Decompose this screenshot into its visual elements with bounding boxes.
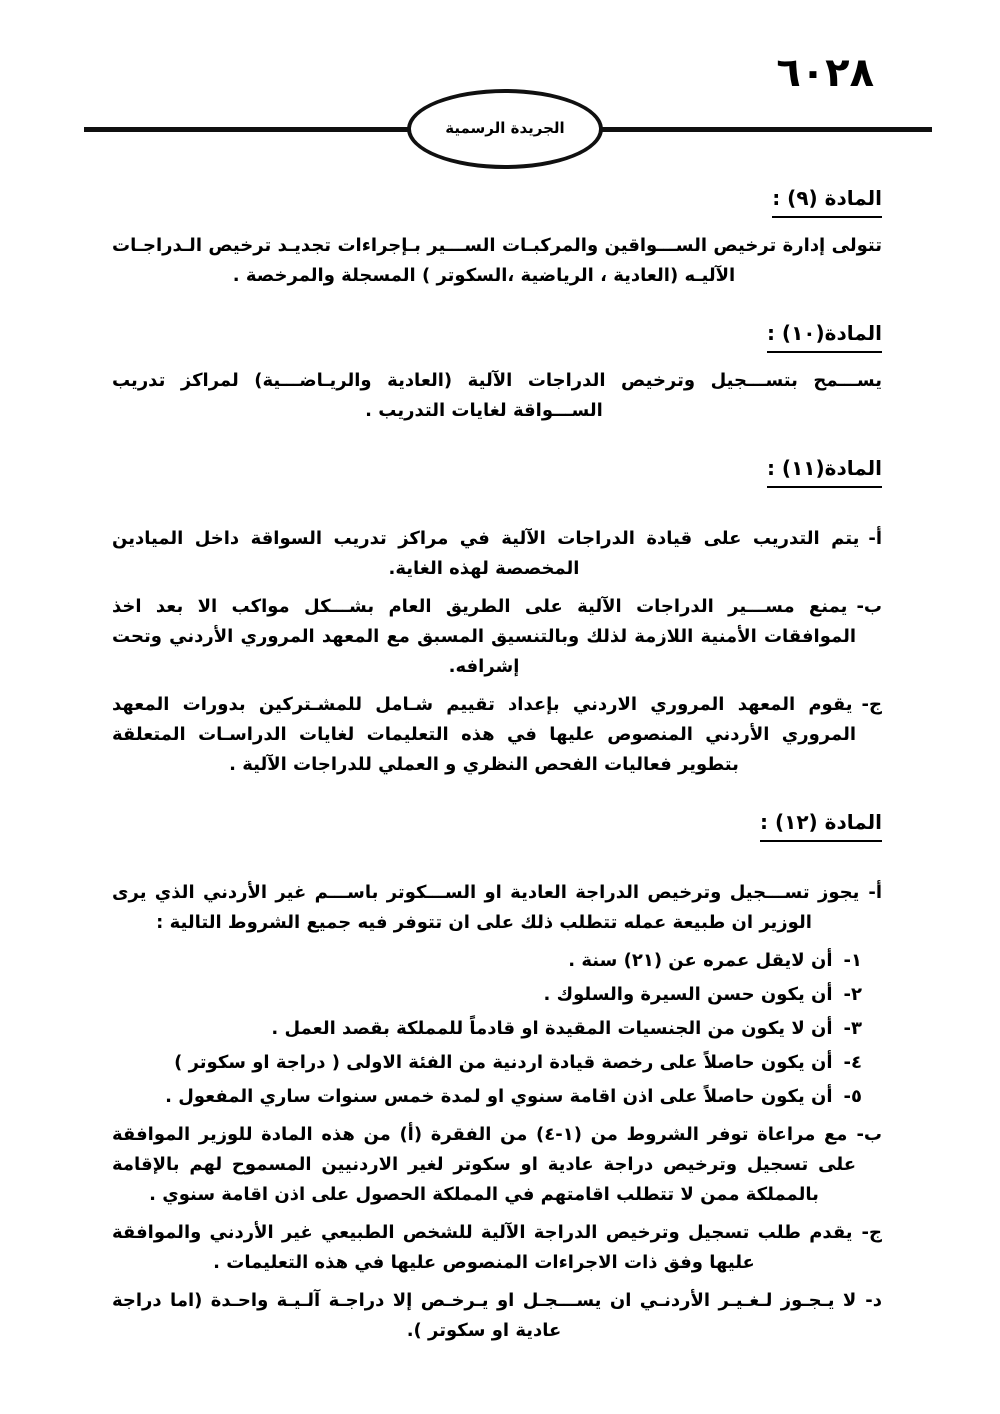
article-12-condition-5-marker: ٥- <box>843 1086 862 1107</box>
article-10-heading-text: المادة(١٠) : <box>767 318 882 353</box>
article-12-clause-c <box>112 1218 882 1278</box>
article-12-condition-3-text: أن لا يكون من الجنسيات المقيدة او قادماً للمملكة بقصد العمل . <box>271 1018 833 1039</box>
article-12-condition-1 <box>112 946 882 976</box>
article-12-condition-5 <box>112 1082 882 1112</box>
article-12-condition-1-text: أن لايقل عمره عن (٢١) سنة . <box>568 950 833 971</box>
article-10-body-text: يســـمح بتســـجيل وترخيص الدراجات الآلية (العادية والريـاضـــية) لمراكز تدريب الســـواقة لغايات التدريب . <box>112 370 882 421</box>
article-9-body <box>112 231 882 291</box>
article-11-clause-a-text: يتم التدريب على قيادة الدراجات الآلية في مراكز تدريب السواقة داخل الميادين المخصصة لهذه الغاية. <box>112 528 860 579</box>
article-11-clause-b-marker: ب- <box>856 596 882 617</box>
article-12-clause-a-marker: أ- <box>868 882 882 903</box>
article-11-clause-c-text: يقوم المعهد المروري الاردني بإعداد تقييم شـامل للمشـتركين بدورات المعهد المروري الأردني المنصوص عليها في هذه التعليمات لغايات الدراسـات المتعلقة بتطوير فعاليات الفحص النظري و العملي للدراجات الآلية . <box>112 694 856 775</box>
article-12-condition-5-text: أن يكون حاصلاً على اذن اقامة سنوي او لمدة خمس سنوات ساري المفعول . <box>165 1086 833 1107</box>
article-11-clause-a-marker: أ- <box>868 528 882 549</box>
document-content <box>112 183 882 1373</box>
article-11-clause-c <box>112 690 882 780</box>
article-12-heading <box>112 807 882 842</box>
article-11-heading <box>112 453 882 488</box>
article-12-clause-a-text: يجوز تســـجيل وترخيص الدراجة العادية او الســـكوتر باســـم غير الأردني الذي يرى الوزير ان طبيعة عمله تتطلب ذلك على ان تتوفر فيه جميع الشروط التالية : <box>112 882 860 933</box>
article-12-condition-2-text: أن يكون حسن السيرة والسلوك . <box>543 984 833 1005</box>
article-12-clause-b-text: مع مراعاة توفر الشروط من (١-٤) من الفقرة (أ) من هذه المادة للوزير الموافقة على تسجيل وترخيص دراجة عادية او سكوتر لغير الاردنيين المسموح لهم بالإقامة بالمملكة ممن لا تتطلب اقامتهم في المملكة الحصول على اذن اقامة سنوي . <box>112 1124 856 1205</box>
article-9 <box>112 183 882 291</box>
article-10 <box>112 318 882 426</box>
article-9-body-text: تتولى إدارة ترخيص الســـواقين والمركبـات الســـير بـإجراءات تجديـد ترخيص الـدراجـات الآليـه (العادية ، الرياضية ،السكوتر ) المسجلة والمرخصة . <box>112 235 882 286</box>
article-12-clause-b-marker: ب- <box>856 1124 882 1145</box>
article-12-clause-d-text: لا يـجـوز لـغـيـر الأردنـي ان يســـجـل او يـرخـص إلا دراجـة آلـيـة واحـدة (اما دراجة عادية او سكوتر ). <box>112 1290 857 1341</box>
article-12-clause-a <box>112 878 882 938</box>
article-12-condition-2 <box>112 980 882 1010</box>
article-11-clause-b <box>112 592 882 682</box>
article-11-clause-b-text: يمنع مســـير الدراجات الآلية على الطريق العام بشـــكل مواكب الا بعد اخذ الموافقات الأمنية اللازمة لذلك وبالتنسيق المسبق مع المعهد المروري الأردني وتحت إشرافه. <box>112 596 856 677</box>
article-11-heading-text: المادة(١١) : <box>767 453 882 488</box>
article-12-clause-c-marker: ج- <box>861 1222 882 1243</box>
gazette-banner-ellipse <box>407 89 603 169</box>
article-12-clause-d-marker: د- <box>865 1290 882 1311</box>
article-12-condition-3 <box>112 1014 882 1044</box>
article-12-condition-4-text: أن يكون حاصلاً على رخصة قيادة اردنية من الفئة الاولى ( دراجة او سكوتر ) <box>174 1052 833 1073</box>
article-12-condition-3-marker: ٣- <box>843 1018 862 1039</box>
article-11-clause-c-marker: ج- <box>861 694 882 715</box>
article-11-clause-a <box>112 524 882 584</box>
article-12 <box>112 807 882 1346</box>
article-9-heading-text: المادة (٩) : <box>772 183 882 218</box>
article-9-heading <box>112 183 882 218</box>
article-12-condition-2-marker: ٢- <box>843 984 862 1005</box>
article-10-heading <box>112 318 882 353</box>
article-12-condition-4-marker: ٤- <box>843 1052 862 1073</box>
gazette-banner-label: الجريدة الرسمية <box>445 119 565 137</box>
article-12-condition-4 <box>112 1048 882 1078</box>
article-12-heading-text: المادة (١٢) : <box>760 807 882 842</box>
article-12-condition-1-marker: ١- <box>843 950 862 971</box>
article-12-clause-d <box>112 1286 882 1346</box>
page-number: ٦٠٢٨ <box>776 50 874 96</box>
article-12-clause-b <box>112 1120 882 1210</box>
article-12-clause-c-text: يقدم طلب تسجيل وترخيص الدراجة الآلية للشخص الطبيعي غير الأردني والموافقة عليها وفق ذات الاجراءات المنصوص عليها في هذه التعليمات . <box>112 1222 853 1273</box>
article-10-body <box>112 366 882 426</box>
article-11 <box>112 453 882 780</box>
